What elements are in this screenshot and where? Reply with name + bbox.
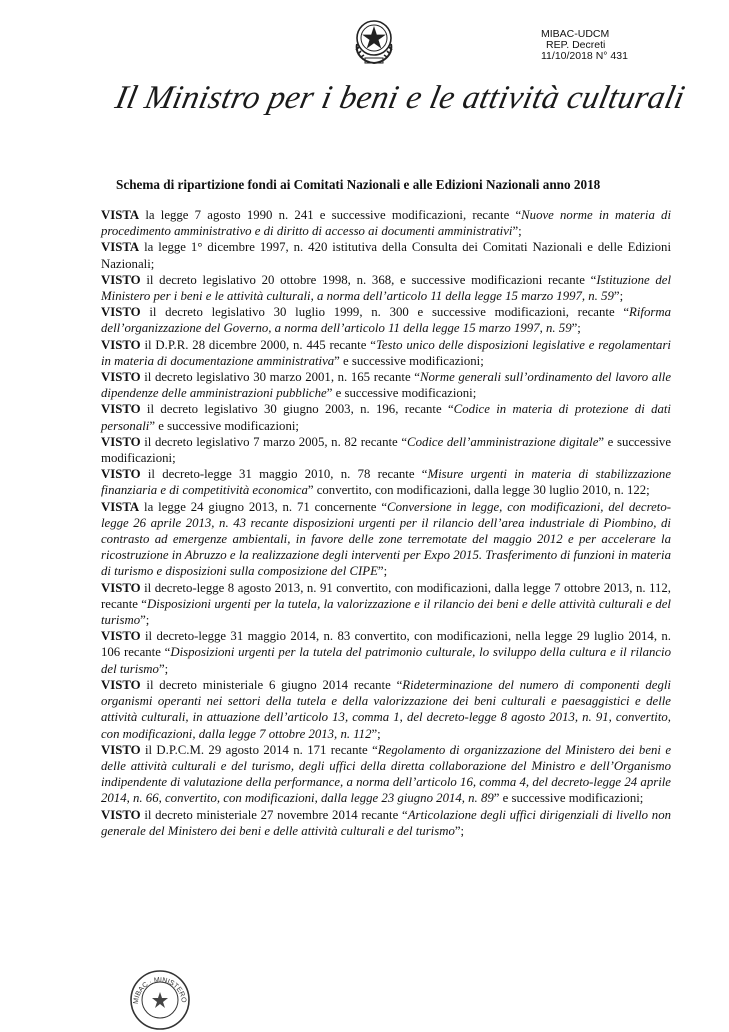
clause-keyword: VISTO xyxy=(101,272,141,287)
clause-keyword: VISTO xyxy=(101,305,141,320)
registry-stamp xyxy=(541,29,628,62)
clause-text-end: ” e successive modificazioni; xyxy=(334,353,484,368)
registry-line: MIBAC-UDCM xyxy=(541,28,610,40)
clause-text-end: ”; xyxy=(571,321,581,336)
clause-text: il decreto legislativo 30 marzo 2001, n. 165 recante “ xyxy=(140,370,420,385)
stamp-text: MIBAC · MINISTERO xyxy=(132,976,188,1005)
clause-paragraph xyxy=(101,466,671,498)
clause-keyword: VISTO xyxy=(101,434,141,449)
clause-text: il decreto-legge 31 maggio 2014, n. 83 convertito, con modificazioni, nella legge 29 luglio 2014, n. 106 recante “ xyxy=(101,629,671,660)
clause-text-end: ”; xyxy=(613,289,624,304)
clause-text-end: ”; xyxy=(454,823,465,838)
clause-paragraph xyxy=(101,807,671,839)
clause-paragraph xyxy=(101,272,671,304)
clause-citation: Riforma dell’organizzazione del Governo, a norma dell’articolo 11 della legge 15 marzo 1997, n. 59 xyxy=(101,305,671,336)
clause-text-end: ” e successive modificazioni; xyxy=(493,791,644,806)
clause-keyword: VISTA xyxy=(101,240,140,255)
clause-text: la legge 24 giugno 2013, n. 71 concernente “ xyxy=(139,499,388,514)
mibac-ministry-stamp-icon xyxy=(128,968,192,1032)
clause-keyword: VISTO xyxy=(101,677,141,692)
clause-paragraph xyxy=(101,434,671,466)
clause-citation: Codice dell’amministrazione digitale xyxy=(407,434,599,449)
clause-paragraph xyxy=(101,742,671,807)
clause-citation: Rideterminazione del numero di componenti degli organismi operanti nei settori della tutela e della valorizzazione dei beni culturali e paesaggistici e delle attività culturali, in attuazione dell’articolo 13, comma 1, del decreto-legge 8 agosto 2013, n. 91, convertito, con modificazioni, dalla legge 7 ottobre 2013, n. 112 xyxy=(101,677,671,741)
clause-citation: Testo unico delle disposizioni legislative e regolamentari in materia di documentazione amministrativa xyxy=(101,337,671,368)
clause-citation: Disposizioni urgenti per la tutela, la valorizzazione e il rilancio dei beni e delle attività culturali e del turismo xyxy=(101,596,671,628)
clause-text: il decreto ministeriale 27 novembre 2014 recante “ xyxy=(140,807,408,822)
clause-text: il decreto legislativo 20 ottobre 1998, n. 368, e successive modificazioni recante “ xyxy=(140,272,597,287)
clause-text: il decreto ministeriale 6 giugno 2014 recante “ xyxy=(140,677,403,692)
clause-paragraph xyxy=(101,239,671,271)
clause-text: la legge 1° dicembre 1997, n. 420 istitutiva della Consulta dei Comitati Nazionali e delle Edizioni Nazionali; xyxy=(101,240,671,271)
clause-text: il D.P.C.M. 29 agosto 2014 n. 171 recante “ xyxy=(140,742,378,757)
registry-line: REP. Decreti xyxy=(546,39,606,51)
clause-citation: Codice in materia di protezione di dati personali xyxy=(101,402,671,433)
clause-text-end: ” e successive modificazioni; xyxy=(101,434,671,466)
clause-text-end: ”; xyxy=(158,661,169,676)
clause-citation: Istituzione del Ministero per i beni e le attività culturali, a norma dell’articolo 11 della legge 15 marzo 1997, n. 59 xyxy=(101,272,672,304)
clause-text-end: ”; xyxy=(371,726,381,741)
clause-paragraph xyxy=(101,337,671,369)
italian-republic-emblem-icon xyxy=(349,14,399,66)
clause-keyword: VISTO xyxy=(101,629,141,644)
clause-text: il decreto-legge 31 maggio 2010, n. 78 recante “ xyxy=(140,467,428,482)
clause-paragraph xyxy=(101,677,671,742)
clause-citation: Disposizioni urgenti per la tutela del patrimonio culturale, lo sviluppo della cultura e il rilancio del turismo xyxy=(101,645,671,676)
registry-line: 11/10/2018 N° 431 xyxy=(541,50,628,62)
clause-keyword: VISTA xyxy=(101,499,140,514)
clause-text: il D.P.R. 28 dicembre 2000, n. 445 recante “ xyxy=(140,337,376,352)
clause-paragraph xyxy=(101,369,671,401)
document-title: Schema di ripartizione fondi ai Comitati Nazionali e alle Edizioni Nazionali anno 2018 xyxy=(116,177,601,192)
clause-list xyxy=(101,207,671,839)
clause-keyword: VISTO xyxy=(101,370,141,385)
clause-paragraph xyxy=(101,401,671,433)
clause-keyword: VISTO xyxy=(101,807,141,822)
clause-citation: Articolazione degli uffici dirigenziali di livello non generale del Ministero dei beni e delle attività culturali e del turismo xyxy=(101,807,671,838)
clause-citation: Nuove norme in materia di procedimento amministrativo e di diritto di accesso ai documenti amministrativi xyxy=(101,208,671,239)
clause-text: il decreto-legge 8 agosto 2013, n. 91 convertito, con modificazioni, dalla legge 7 ottobre 2013, n. 112, recante “ xyxy=(101,580,671,611)
ministry-heading: Il Ministro per i beni e le attività culturali xyxy=(112,80,688,116)
clause-citation: Misure urgenti in materia di stabilizzazione finanziaria e di competitività economica xyxy=(101,467,672,498)
clause-citation: Regolamento di organizzazione del Ministero dei beni e delle attività culturali e del turismo, degli uffici della diretta collaborazione del Ministro e dell’Organismo indipendente di valutazione della performance, a norma dell’articolo 16, comma 4, del decreto-legge 24 aprile 2014, n. 66, convertito, con modificazioni, dalla legge 23 giugno 2014, n. 89 xyxy=(101,742,672,806)
clause-keyword: VISTO xyxy=(101,402,141,417)
clause-text-end: ” e successive modificazioni; xyxy=(326,386,477,401)
clause-text: il decreto legislativo 30 luglio 1999, n. 300 e successive modificazioni, recante “ xyxy=(140,305,630,320)
clause-keyword: VISTA xyxy=(101,208,140,222)
clause-paragraph xyxy=(101,304,671,336)
clause-text: il decreto legislativo 7 marzo 2005, n. 82 recante “ xyxy=(140,434,408,449)
clause-keyword: VISTO xyxy=(101,337,141,352)
clause-citation: Conversione in legge, con modificazioni, del decreto-legge 26 aprile 2013, n. 43 recante disposizioni urgenti per il rilancio dell’area industriale di Piombino, di contrasto ad emergenze ambientali, in favore delle zone terremotate del maggio 2012 e per accelerare la ricostruzione in Abruzzo e la realizzazione degli interventi per Expo 2015. Trasferimento di funzioni in materia di turismo e disposizioni sulla composizione del CIPE xyxy=(101,499,671,579)
clause-text: il decreto legislativo 30 giugno 2003, n. 196, recante “ xyxy=(140,402,454,417)
clause-text-end: ” convertito, con modificazioni, dalla legge 30 luglio 2010, n. 122; xyxy=(307,483,650,498)
clause-paragraph xyxy=(101,499,671,580)
clause-citation: Norme generali sull’ordinamento del lavoro alle dipendenze delle amministrazioni pubbliche xyxy=(101,370,671,401)
clause-keyword: VISTO xyxy=(101,467,141,482)
clause-text: la legge 7 agosto 1990 n. 241 e successive modificazioni, recante “ xyxy=(139,208,522,222)
clause-keyword: VISTO xyxy=(101,580,141,595)
clause-text-end: ”; xyxy=(512,224,522,239)
clause-paragraph xyxy=(101,207,671,239)
clause-text-end: ”; xyxy=(377,564,388,579)
clause-text-end: ” e successive modificazioni; xyxy=(149,418,299,433)
clause-paragraph xyxy=(101,628,671,677)
clause-text-end: ”; xyxy=(140,613,150,628)
clause-keyword: VISTO xyxy=(101,742,141,757)
clause-paragraph xyxy=(101,580,671,629)
